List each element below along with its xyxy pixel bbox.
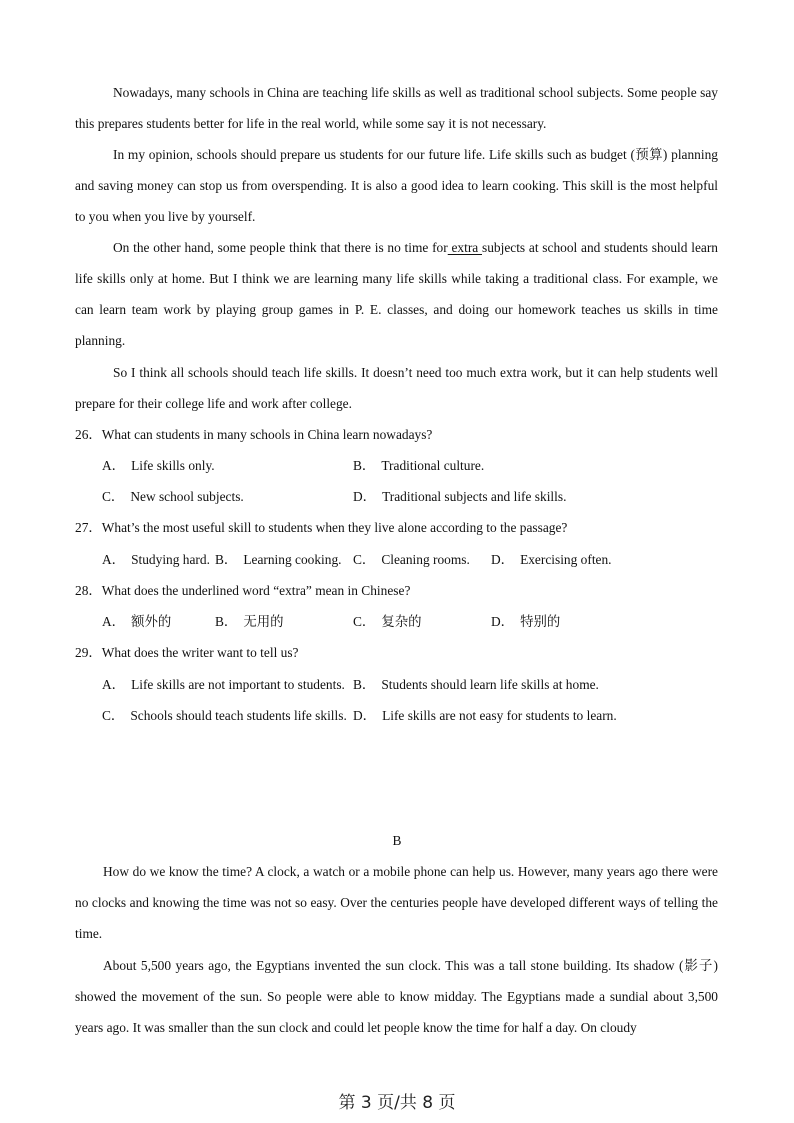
question-28-option-a[interactable]: A． 额外的 [102, 614, 172, 629]
passage-a-paragraph-4: So I think all schools should teach life skills. It doesn’t need too much extra work, but it can help students well prepare for their college life and work after college. [75, 365, 718, 411]
page-number-footer: 第 3 页/共 8 页 [338, 1093, 456, 1113]
question-29-stem: 29．What does the writer want to tell us? [75, 645, 299, 660]
question-28-stem: 28．What does the underlined word “extra” mean in Chinese? [75, 583, 411, 598]
passage-b-paragraph-1: How do we know the time? A clock, a watch or a mobile phone can help us. However, many years ago there were no clocks and knowing the time was not so easy. Over the centuries people have developed different ways of telling the time. [75, 864, 718, 941]
question-27-option-a[interactable]: A． Studying hard. [102, 552, 210, 567]
passage-a-paragraph-2: In my opinion, schools should prepare us students for our future life. Life skills such as budget (预算) planning and saving money can stop us from overspending. It is also a good idea to learn cooking. This skill is the most helpful to you when you live by yourself. [75, 147, 718, 224]
question-27-stem: 27．What’s the most useful skill to students when they live alone according to the passage? [75, 520, 568, 535]
question-29-option-d[interactable]: D． Life skills are not easy for students to learn. [353, 708, 617, 723]
question-26-option-a[interactable]: A． Life skills only. [102, 458, 215, 473]
question-28-option-c[interactable]: C． 复杂的 [353, 614, 422, 629]
question-28-option-b[interactable]: B． 无用的 [215, 614, 284, 629]
passage-b-heading: B [392, 833, 402, 848]
question-26-stem: 26．What can students in many schools in China learn nowadays? [75, 427, 433, 442]
passage-a-paragraph-1: Nowadays, many schools in China are teaching life skills as well as traditional school subjects. Some people say this prepares students better for life in the real world, while some say it is not necessary. [75, 85, 718, 131]
underlined-word-extra: extra [447, 240, 482, 255]
question-26-option-b[interactable]: B． Traditional culture. [353, 458, 485, 473]
question-26-option-d[interactable]: D． Traditional subjects and life skills. [353, 489, 567, 504]
question-29-option-c[interactable]: C． Schools should teach students life skills. [102, 708, 347, 723]
question-27-option-d[interactable]: D． Exercising often. [491, 552, 612, 567]
paragraph-3-text-before: On the other hand, some people think that there is no time for [113, 240, 448, 255]
passage-a-paragraph-3 [75, 232, 718, 356]
paragraph-3-text-after: subjects at school and students should learn life skills only at home. But I think we are learning many life skills while taking a traditional class. For example, we can learn team work by playing group games in P. E. classes, and doing our homework teaches us skills in time planning. [75, 240, 718, 348]
question-29-option-a[interactable]: A． Life skills are not important to students. [102, 677, 345, 692]
question-26-option-c[interactable]: C． New school subjects. [102, 489, 244, 504]
question-27-option-b[interactable]: B． Learning cooking. [215, 552, 342, 567]
question-27-option-c[interactable]: C． Cleaning rooms. [353, 552, 470, 567]
question-29-option-b[interactable]: B． Students should learn life skills at home. [353, 677, 599, 692]
passage-b-paragraph-2: About 5,500 years ago, the Egyptians invented the sun clock. This was a tall stone building. Its shadow (影子) showed the movement of the sun. So people were able to know midday. The Egyptians made a sundial about 3,500 years ago. It was smaller than the sun clock and could let people know the time for half a day. On cloudy [75, 958, 718, 1035]
question-28-option-d[interactable]: D． 特别的 [491, 614, 561, 629]
